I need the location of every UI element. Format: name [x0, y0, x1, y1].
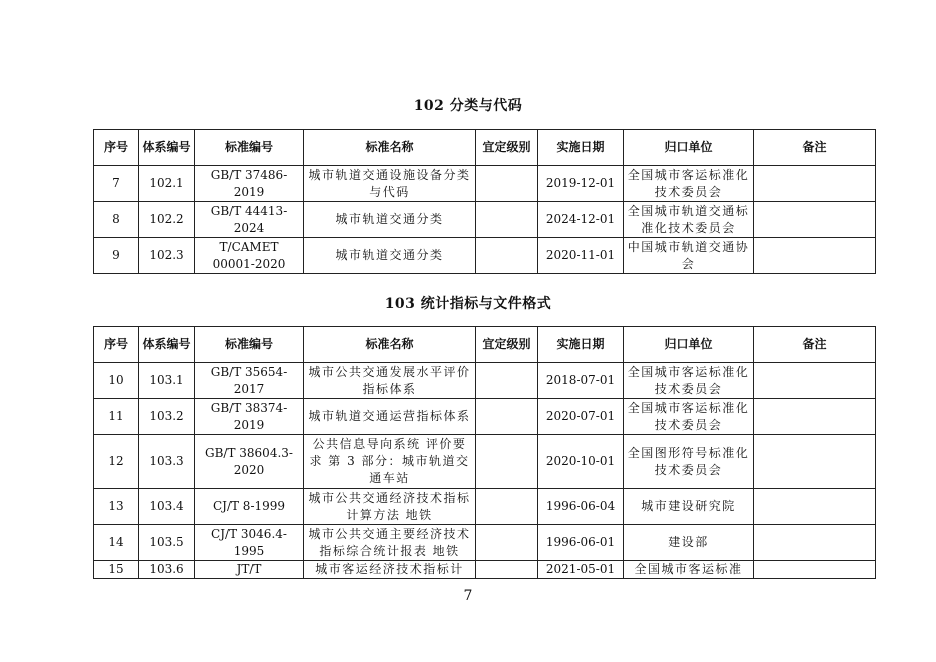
cell-date: 2018-07-01 — [538, 363, 624, 399]
cell-remark — [754, 489, 876, 525]
standards-table-102 — [93, 129, 876, 274]
section-title-102: 102 分类与代码 — [413, 98, 523, 114]
cell-date: 2021-05-01 — [538, 561, 624, 579]
cell-seq: 13 — [94, 489, 139, 525]
cell-unit: 全国城市客运标准 — [624, 561, 754, 579]
section-title-103: 103 统计指标与文件格式 — [384, 296, 552, 312]
cell-remark — [754, 202, 876, 238]
page-number: 7 — [463, 588, 473, 604]
cell-seq: 15 — [94, 561, 139, 579]
cell-name: 城市公共交通发展水平评价指标体系 — [304, 363, 476, 399]
cell-code: CJ/T 3046.4-1995 — [195, 525, 304, 561]
cell-sys: 103.3 — [139, 435, 195, 489]
cell-level — [476, 561, 538, 579]
cell-unit: 中国城市轨道交通协会 — [624, 238, 754, 274]
cell-name: 城市公共交通经济技术指标计算方法 地铁 — [304, 489, 476, 525]
cell-date: 1996-06-04 — [538, 489, 624, 525]
cell-name: 城市轨道交通分类 — [304, 238, 476, 274]
cell-remark — [754, 525, 876, 561]
cell-sys: 102.3 — [139, 238, 195, 274]
standards-table-103 — [93, 326, 876, 579]
cell-name: 城市客运经济技术指标计 — [304, 561, 476, 579]
header-code: 标准编号 — [195, 327, 304, 363]
header-unit: 归口单位 — [624, 327, 754, 363]
cell-seq: 11 — [94, 399, 139, 435]
table-row — [94, 166, 876, 202]
cell-level — [476, 489, 538, 525]
cell-unit: 建设部 — [624, 525, 754, 561]
cell-remark — [754, 238, 876, 274]
cell-sys: 103.6 — [139, 561, 195, 579]
cell-unit: 全国城市轨道交通标准化技术委员会 — [624, 202, 754, 238]
header-remark: 备注 — [754, 130, 876, 166]
cell-name: 城市轨道交通分类 — [304, 202, 476, 238]
header-seq: 序号 — [94, 130, 139, 166]
table-row — [94, 399, 876, 435]
header-level: 宜定级别 — [476, 130, 538, 166]
header-unit: 归口单位 — [624, 130, 754, 166]
table-row — [94, 489, 876, 525]
table-row — [94, 363, 876, 399]
cell-date: 1996-06-01 — [538, 525, 624, 561]
cell-sys: 103.5 — [139, 525, 195, 561]
cell-unit: 城市建设研究院 — [624, 489, 754, 525]
header-sys: 体系编号 — [139, 327, 195, 363]
cell-date: 2024-12-01 — [538, 202, 624, 238]
cell-name: 公共信息导向系统 评价要求 第 3 部分：城市轨道交通车站 — [304, 435, 476, 489]
cell-sys: 103.1 — [139, 363, 195, 399]
cell-remark — [754, 363, 876, 399]
header-remark: 备注 — [754, 327, 876, 363]
cell-code: JT/T — [195, 561, 304, 579]
table-header-row — [94, 130, 876, 166]
cell-sys: 103.2 — [139, 399, 195, 435]
table-row — [94, 525, 876, 561]
cell-name: 城市公共交通主要经济技术指标综合统计报表 地铁 — [304, 525, 476, 561]
cell-level — [476, 166, 538, 202]
cell-code: GB/T 38604.3-2020 — [195, 435, 304, 489]
cell-date: 2019-12-01 — [538, 166, 624, 202]
cell-level — [476, 399, 538, 435]
table-row — [94, 238, 876, 274]
header-date: 实施日期 — [538, 327, 624, 363]
cell-code: GB/T 44413-2024 — [195, 202, 304, 238]
cell-date: 2020-10-01 — [538, 435, 624, 489]
cell-remark — [754, 166, 876, 202]
header-name: 标准名称 — [304, 327, 476, 363]
cell-seq: 9 — [94, 238, 139, 274]
cell-code: CJ/T 8-1999 — [195, 489, 304, 525]
cell-unit: 全国图形符号标准化技术委员会 — [624, 435, 754, 489]
cell-code: T/CAMET 00001-2020 — [195, 238, 304, 274]
header-code: 标准编号 — [195, 130, 304, 166]
cell-date: 2020-11-01 — [538, 238, 624, 274]
table-row — [94, 202, 876, 238]
cell-remark — [754, 435, 876, 489]
cell-level — [476, 525, 538, 561]
cell-level — [476, 435, 538, 489]
cell-code: GB/T 35654-2017 — [195, 363, 304, 399]
table-header-row — [94, 327, 876, 363]
cell-sys: 102.1 — [139, 166, 195, 202]
cell-name: 城市轨道交通设施设备分类与代码 — [304, 166, 476, 202]
table-row — [94, 435, 876, 489]
table-row — [94, 561, 876, 579]
cell-level — [476, 238, 538, 274]
cell-level — [476, 363, 538, 399]
cell-seq: 10 — [94, 363, 139, 399]
header-date: 实施日期 — [538, 130, 624, 166]
cell-unit: 全国城市客运标准化技术委员会 — [624, 166, 754, 202]
cell-seq: 7 — [94, 166, 139, 202]
header-sys: 体系编号 — [139, 130, 195, 166]
cell-sys: 103.4 — [139, 489, 195, 525]
cell-date: 2020-07-01 — [538, 399, 624, 435]
cell-unit: 全国城市客运标准化技术委员会 — [624, 363, 754, 399]
cell-code: GB/T 37486-2019 — [195, 166, 304, 202]
cell-remark — [754, 561, 876, 579]
cell-level — [476, 202, 538, 238]
cell-name: 城市轨道交通运营指标体系 — [304, 399, 476, 435]
cell-unit: 全国城市客运标准化技术委员会 — [624, 399, 754, 435]
cell-seq: 8 — [94, 202, 139, 238]
cell-seq: 14 — [94, 525, 139, 561]
cell-code: GB/T 38374-2019 — [195, 399, 304, 435]
header-level: 宜定级别 — [476, 327, 538, 363]
cell-remark — [754, 399, 876, 435]
cell-seq: 12 — [94, 435, 139, 489]
cell-sys: 102.2 — [139, 202, 195, 238]
header-seq: 序号 — [94, 327, 139, 363]
header-name: 标准名称 — [304, 130, 476, 166]
